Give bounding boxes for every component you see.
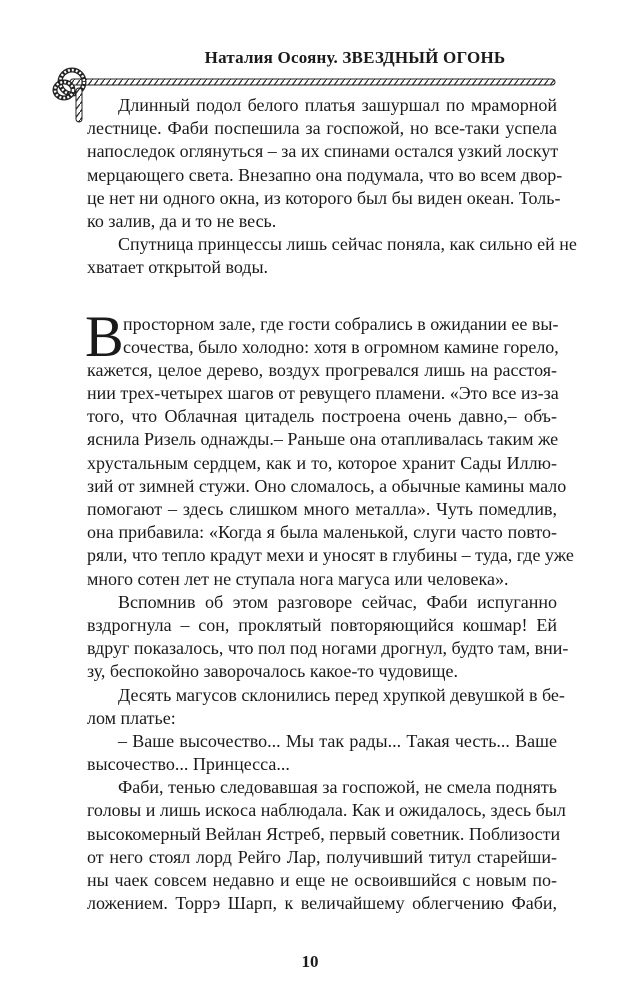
paragraph	[87, 94, 563, 233]
text-line: сочества, было холодно: хотя в огромном камине горело,	[123, 336, 559, 357]
paragraph	[87, 591, 569, 684]
drop-cap: В	[85, 303, 124, 369]
paragraph	[87, 730, 557, 776]
text-line: высочество... Принцесса...	[87, 754, 290, 775]
text-line: просторном зале, где гости собрались в ожидании ее вы-	[123, 313, 559, 334]
page-number: 10	[301, 952, 319, 971]
text-line: того, что Облачная цитадель построена очень давно,– объ-	[87, 406, 557, 427]
text-line: хрустальным сердцем, как и то, которое хранит Сады Иллю-	[87, 452, 557, 473]
text-line: ряли, что тепло крадут мехи и уносят в глубины – туда, где уже	[87, 545, 574, 566]
text-line: лом платье:	[87, 707, 176, 728]
text-line: хватает открытой воды.	[87, 257, 269, 278]
text-line: мерцающего света. Внезапно она подумала, что во всем двор-	[87, 164, 563, 185]
body-text	[85, 94, 577, 915]
paragraph	[87, 684, 565, 730]
text-line: нии трех-четырех шагов от ревущего пламени. «Это все из-за	[87, 383, 559, 404]
text-line: Длинный подол белого платья зашуршал по мраморной	[118, 95, 557, 115]
text-line: Десять магусов склонились перед хрупкой девушкой в бе-	[118, 684, 565, 705]
text-line: зий от зимней стужи. Оно сломалось, а обычные камины мало	[87, 475, 567, 496]
text-line: Фаби, тенью следовавшая за госпожой, не смела поднять	[118, 777, 557, 798]
text-line: от него стоял лорд Рейго Лар, получивший титул старейши-	[87, 846, 557, 867]
text-line: напоследок оглянуться – за их спинами остался узкий лоскут	[87, 141, 559, 162]
text-line: ложением. Торрэ Шарп, к величайшему облегчению Фаби,	[87, 893, 557, 914]
text-line: Спутница принцессы лишь сейчас поняла, как сильно ей не	[118, 234, 577, 255]
text-line: много сотен лет не ступала нога магуса или человека».	[87, 568, 509, 589]
text-line: лестнице. Фаби поспешила за госпожой, но все-таки успела	[87, 118, 557, 139]
text-line: Вспомнив об этом разговоре сейчас, Фаби испуганно	[118, 591, 557, 612]
text-line: ко залив, да и то не весь.	[87, 210, 277, 231]
text-line: высокомерный Вейлан Ястреб, первый советник. Поблизости	[87, 823, 561, 844]
paragraph	[87, 776, 566, 915]
text-line: це нет ни одного окна, из которого был бы виден океан. Толь-	[87, 187, 561, 208]
running-title: Наталия Осояну. ЗВЕЗДНЫЙ ОГОНЬ	[204, 48, 506, 67]
text-line: она прибавила: «Когда я была маленькой, слуги часто повто-	[87, 522, 557, 543]
text-line: яснила Ризель однажды.– Раньше она отапливалась таким же	[87, 429, 559, 450]
paragraph	[87, 233, 577, 279]
text-line: вздрогнула – сон, проклятый повторяющийся кошмар! Ей	[87, 614, 557, 635]
text-line: помогают – здесь слишком много металла». Чуть помедлив,	[87, 499, 557, 519]
paragraph-with-drop-cap	[85, 303, 574, 591]
text-line: – Ваше высочество... Мы так рады... Такая честь... Ваше	[118, 730, 557, 751]
text-line: зу, беспокойно заворочалось какое-то чудовище.	[87, 661, 459, 682]
text-line: ны чаек совсем недавно и еще не освоившийся с новым по-	[87, 870, 557, 890]
text-line: вдруг показалось, что пол под ногами дрогнул, будто там, вни-	[87, 638, 569, 659]
text-line: кажется, целое дерево, воздух прогревался лишь на расстоя-	[87, 359, 557, 380]
text-line: головы и лишь искоса наблюдала. Как и ожидалось, здесь был	[87, 800, 566, 821]
